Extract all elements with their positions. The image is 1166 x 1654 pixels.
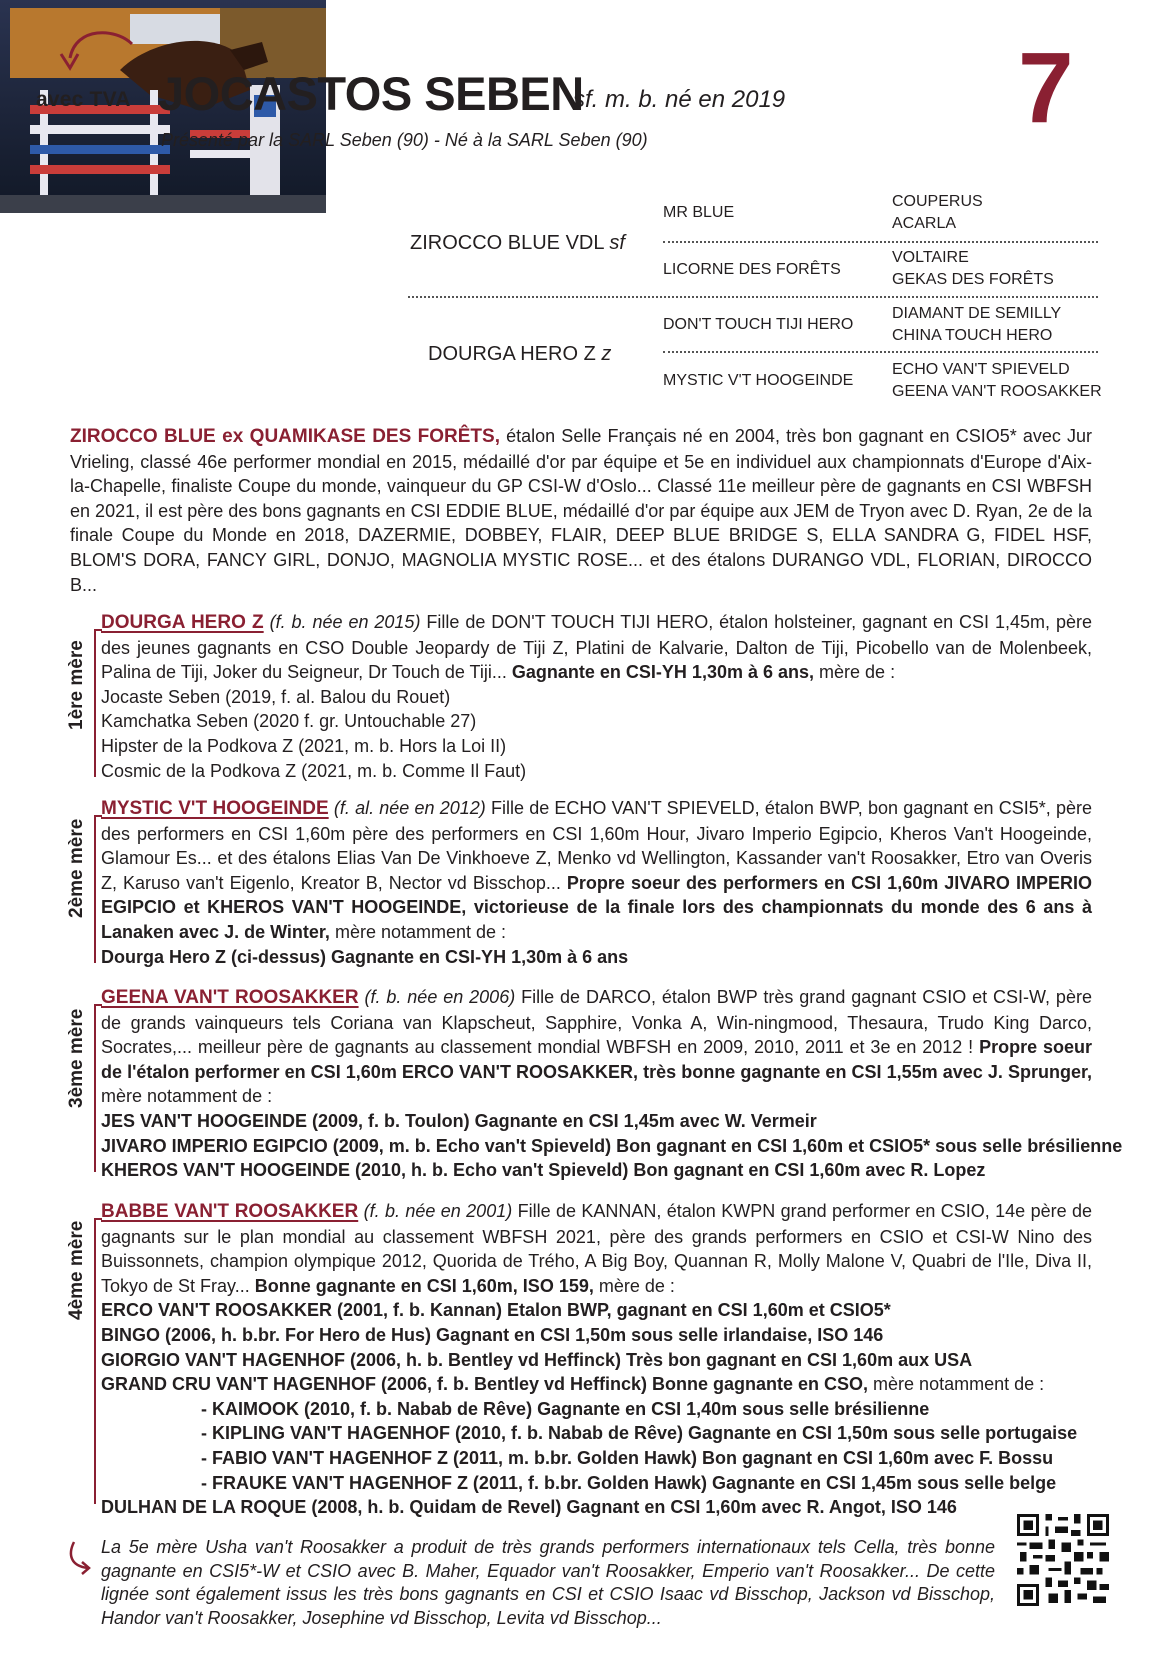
pedigree-gen3-7: ECHO VAN'T SPIEVELD xyxy=(892,361,1070,378)
dam1-produce-3: Hipster de la Podkova Z (2021, m. b. Hors la Loi II) xyxy=(101,735,507,756)
vat-label: avec TVA xyxy=(36,88,131,111)
pedigree-gen3-4: GEKAS DES FORÊTS xyxy=(892,271,1054,288)
footnote: La 5e mère Usha van't Roosakker a produit de très grands performers internationaux tels Cella, très bonne gagnante en CSI5*-W et CSIO avec B. Maher, Equador van't Roosakker, Emperio van't Roosakker... De cette lignée sont également issus les très bons gagnants en CSI et CSIO Isaac vd Bisschop, Jackson vd Bisschop, Handor van't Roosakker, Josephine vd Bisschop, Levita vd Bisschop... xyxy=(101,1537,995,1628)
pedigree-gen3-8: GEENA VAN'T ROOSAKKER xyxy=(892,383,1102,400)
pedigree-sire: ZIROCCO BLUE VDL sf xyxy=(410,232,625,254)
pedigree-gen3-6: CHINA TOUCH HERO xyxy=(892,327,1053,344)
dam3-label: 3ème mère xyxy=(66,1008,87,1108)
dam1-label: 1ère mère xyxy=(66,640,87,730)
lot-number: 7 xyxy=(1018,32,1074,144)
qr-code-icon[interactable] xyxy=(1017,1514,1109,1606)
dam1-produce-2: Kamchatka Seben (2020 f. gr. Untouchable 27) xyxy=(101,711,477,732)
dam4-produce-last: DULHAN DE LA ROQUE (2008, h. b. Quidam de Revel) Gagnant en CSI 1,60m avec R. Angot, ISO 146 xyxy=(101,1497,957,1518)
dam3-produce-3: KHEROS VAN'T HOOGEINDE (2010, h. b. Echo van't Spieveld) Bon gagnant en CSI 1,60m avec R. Lopez xyxy=(101,1160,986,1181)
dam4-produce-1: ERCO VAN'T ROOSAKKER (2001, f. b. Kannan) Etalon BWP, gagnant en CSI 1,60m et CSIO5* xyxy=(101,1300,891,1321)
dam1-produce-1: Jocaste Seben (2019, f. al. Balou du Rouet) xyxy=(101,686,451,707)
pedigree-gen3-2: ACARLA xyxy=(892,215,957,232)
dam3-produce-1: JES VAN'T HOOGEINDE (2009, f. b. Toulon) Gagnante en CSI 1,45m avec W. Vermeir xyxy=(101,1110,817,1131)
pedigree-gen2-4: MYSTIC V'T HOOGEINDE xyxy=(663,372,854,389)
dam2-label: 2ème mère xyxy=(66,818,87,918)
dam4-line xyxy=(94,1218,96,1504)
dam4-sub-produce-2: - KIPLING VAN'T HAGENHOF (2010, f. b. Nabab de Rêve) Gagnante en CSI 1,50m sous selle portugaise xyxy=(201,1423,1078,1444)
pedigree-divider-bottom xyxy=(663,351,1098,353)
pedigree-gen2-3: DON'T TOUCH TIJI HERO xyxy=(663,316,854,333)
curved-arrow-icon xyxy=(56,28,136,83)
dam4-sub-produce-1: - KAIMOOK (2010, f. b. Nabab de Rêve) Gagnante en CSI 1,40m sous selle brésilienne xyxy=(201,1398,930,1419)
pedigree-dam: DOURGA HERO Z z xyxy=(428,343,612,365)
presented-by: Présenté par la SARL Seben (90) - Né à la SARL Seben (90) xyxy=(161,130,648,150)
pedigree-divider-top xyxy=(663,241,1098,243)
dam4-sub-produce-4: - FRAUKE VAN'T HAGENHOF Z (2011, f. b.br. Golden Hawk) Gagnante en CSI 1,45m sous selle belge xyxy=(201,1472,1057,1493)
pedigree-gen3-5: DIAMANT DE SEMILLY xyxy=(892,305,1062,322)
dam1-line xyxy=(94,629,96,777)
dam3-block: GEENA VAN'T ROOSAKKER (f. b. née en 2006) Fille de DARCO, étalon BWP très grand gagnant CSIO et CSI-W, père de grands vainqueurs tels Coriana van Klapscheut, Sapphire, Vonka A, Win-ningmood, Thesaura, Trudo King Darco, Socrates,... meilleur père de gagnants au classement mondial WBFSH en 2009, 2010, 2011 et 3e en 2012 ! Propre soeur de l'étalon performer en CSI 1,60m ERCO VAN'T ROOSAKKER, très bonne gagnante en CSI 1,55m avec J. Sprunger, mère notamment de : JES VAN'T HOOGEINDE (2009, f. b. Toulon) Gagnante en CSI 1,45m avec W. Vermeir JIVARO IMPERIO EGIPCIO (2009, m. b. Echo van't Spieveld) Bon gagnant en CSI 1,60m et CSIO5* sous selle brésilienne KHEROS VAN'T HOOGEINDE (2010, h. b. Echo van't Spieveld) Bon gagnant en CSI 1,60m avec R. Lopez xyxy=(101,985,1092,1183)
horse-subtitle: sf. m. b. né en 2019 xyxy=(573,86,786,113)
dam2-line xyxy=(94,815,96,963)
dam4-grand-cru: GRAND CRU VAN'T HAGENHOF (2006, f. b. Bentley vd Heffinck) Bonne gagnante en CSO, mère notamment de : xyxy=(101,1374,1045,1395)
pedigree-gen2-2: LICORNE DES FORÊTS xyxy=(663,261,841,278)
dam2-block: MYSTIC V'T HOOGEINDE (f. al. née en 2012) Fille de ECHO VAN'T SPIEVELD, étalon BWP, bon gagnant en CSI5*, père des performers en CSI 1,60m père des performers en CSI 1,60m Hour, Jivaro Imperio Egipcio, Kheros Van't Hoogeinde, Glamour Es... et des étalons Elias Van De Vinkhoeve Z, Menko vd Wellington, Kassander van't Roosakker, Etro van Overis Z, Karuso van't Eigenlo, Kreator B, Nector vd Bisschop... Propre soeur des performers en CSI 1,60m JIVARO IMPERIO EGIPCIO et KHEROS VAN'T HOOGEINDE, victorieuse de la finale lors des championnats du monde des 6 ans à Lanaken avec J. de Winter, mère notamment de : Dourga Hero Z (ci-dessus) Gagnante en CSI-YH 1,30m à 6 ans xyxy=(101,796,1092,969)
sire-paragraph: ZIROCCO BLUE ex QUAMIKASE DES FORÊTS, étalon Selle Français né en 2004, très bon gagnant en CSIO5* avec Jur Vrieling, classé 46e performer mondial en 2015, médaillé d'or par équipe et 5e en individuel aux championnats d'Europe d'Aix-la-Chapelle, finaliste Coupe du monde, vainqueur du GP CSI-W d'Oslo... Classé 11e meilleur père de gagnants en CSI WBFSH en 2021, il est père des bons gagnants en CSI EDDIE BLUE, médaillé d'or par équipe aux JEM de Tryon avec D. Ryan, 2e de la finale Coupe du Monde en 2018, DAZERMIE, DOBBEY, FLAIR, DEEP BLUE BRIDGE S, ELLA SANDRA G, FIDEL HSF, BLOM'S DORA, FANCY GIRL, DONJO, MAGNOLIA MYSTIC ROSE... et des étalons DURANGO VDL, FLORIAN, DIROCCO B... xyxy=(70,426,1092,595)
dam4-produce-3: GIORGIO VAN'T HAGENHOF (2006, h. b. Bentley vd Heffinck) Très bon gagnant en CSI 1,60m aux USA xyxy=(101,1349,973,1370)
pedigree-gen3-1: COUPERUS xyxy=(892,193,983,210)
dam2-produce-1: Dourga Hero Z (ci-dessus) Gagnante en CSI-YH 1,30m à 6 ans xyxy=(101,946,629,967)
curved-arrow-icon xyxy=(66,1540,94,1576)
dam4-label: 4ème mère xyxy=(66,1220,87,1320)
dam4-produce-2: BINGO (2006, h. b.br. For Hero de Hus) Gagnant en CSI 1,50m sous selle irlandaise, ISO 146 xyxy=(101,1324,884,1345)
pedigree-divider-main xyxy=(408,296,1098,298)
dam3-line xyxy=(94,1004,96,1172)
dam4-block: BABBE VAN'T ROOSAKKER (f. b. née en 2001) Fille de KANNAN, étalon KWPN grand performer en CSIO, 14e père de gagnants sur le plan mondial au classement WBFSH 2021, père des grands performers en CSIO et CSI-W Nino des Buissonnets, champion olympique 2012, Quorida de Trého, A Big Boy, Quannan R, Molly Malone V, Quabri de l'Ile, Diva II, Tokyo de St Fray... Bonne gagnante en CSI 1,60m, ISO 159, mère de : ERCO VAN'T ROOSAKKER (2001, f. b. Kannan) Etalon BWP, gagnant en CSI 1,60m et CSIO5* BINGO (2006, h. b.br. For Hero de Hus) Gagnant en CSI 1,50m sous selle irlandaise, ISO 146 GIORGIO VAN'T HAGENHOF (2006, h. b. Bentley vd Heffinck) Très bon gagnant en CSI 1,60m aux USA GRAND CRU VAN'T HAGENHOF (2006, f. b. Bentley vd Heffinck) Bonne gagnante en CSO, mère notamment de : - KAIMOOK (2010, f. b. Nabab de Rêve) Gagnante en CSI 1,40m sous selle brésilienne - KIPLING VAN'T HAGENHOF (2010, f. b. Nabab de Rêve) Gagnante en CSI 1,50m sous selle portugaise - FABIO VAN'T HAGENHOF Z (2011, m. b.br. Golden Hawk) Bon gagnant en CSI 1,60m avec F. Bossu - FRAUKE VAN'T HAGENHOF Z (2011, f. b.br. Golden Hawk) Gagnante en CSI 1,45m sous selle belge DULHAN DE LA ROQUE (2008, h. b. Quidam de Revel) Gagnant en CSI 1,60m avec R. Angot, ISO 146 xyxy=(101,1199,1092,1520)
dam1-produce-4: Cosmic de la Podkova Z (2021, m. b. Comme Il Faut) xyxy=(101,760,527,781)
dam3-produce-2: JIVARO IMPERIO EGIPCIO (2009, m. b. Echo van't Spieveld) Bon gagnant en CSI 1,60m et CSIO5* sous selle brésilienne xyxy=(101,1135,1123,1156)
dam4-sub-produce-3: - FABIO VAN'T HAGENHOF Z (2011, m. b.br. Golden Hawk) Bon gagnant en CSI 1,60m avec F. Bossu xyxy=(201,1447,1054,1468)
pedigree-gen2-1: MR BLUE xyxy=(663,204,735,221)
pedigree-gen3-3: VOLTAIRE xyxy=(892,249,969,266)
dam1-block: DOURGA HERO Z (f. b. née en 2015) Fille de DON'T TOUCH TIJI HERO, étalon holsteiner, gagnant en CSI 1,45m, père des jeunes gagnants en CSO Double Jeopardy de Tiji Z, Platini de Kalvarie, Dalton de Tiji, Picobello van de Molenbeek, Palina de Tiji, Joker du Seigneur, Dr Touch de Tiji... Gagnante en CSI-YH 1,30m à 6 ans, mère de : Jocaste Seben (2019, f. al. Balou du Rouet) Kamchatka Seben (2020 f. gr. Untouchable 27) Hipster de la Podkova Z (2021, m. b. Hors la Loi II) Cosmic de la Podkova Z (2021, m. b. Comme Il Faut) xyxy=(101,610,1092,783)
horse-name: JOCASTOS SEBEN xyxy=(158,67,584,120)
